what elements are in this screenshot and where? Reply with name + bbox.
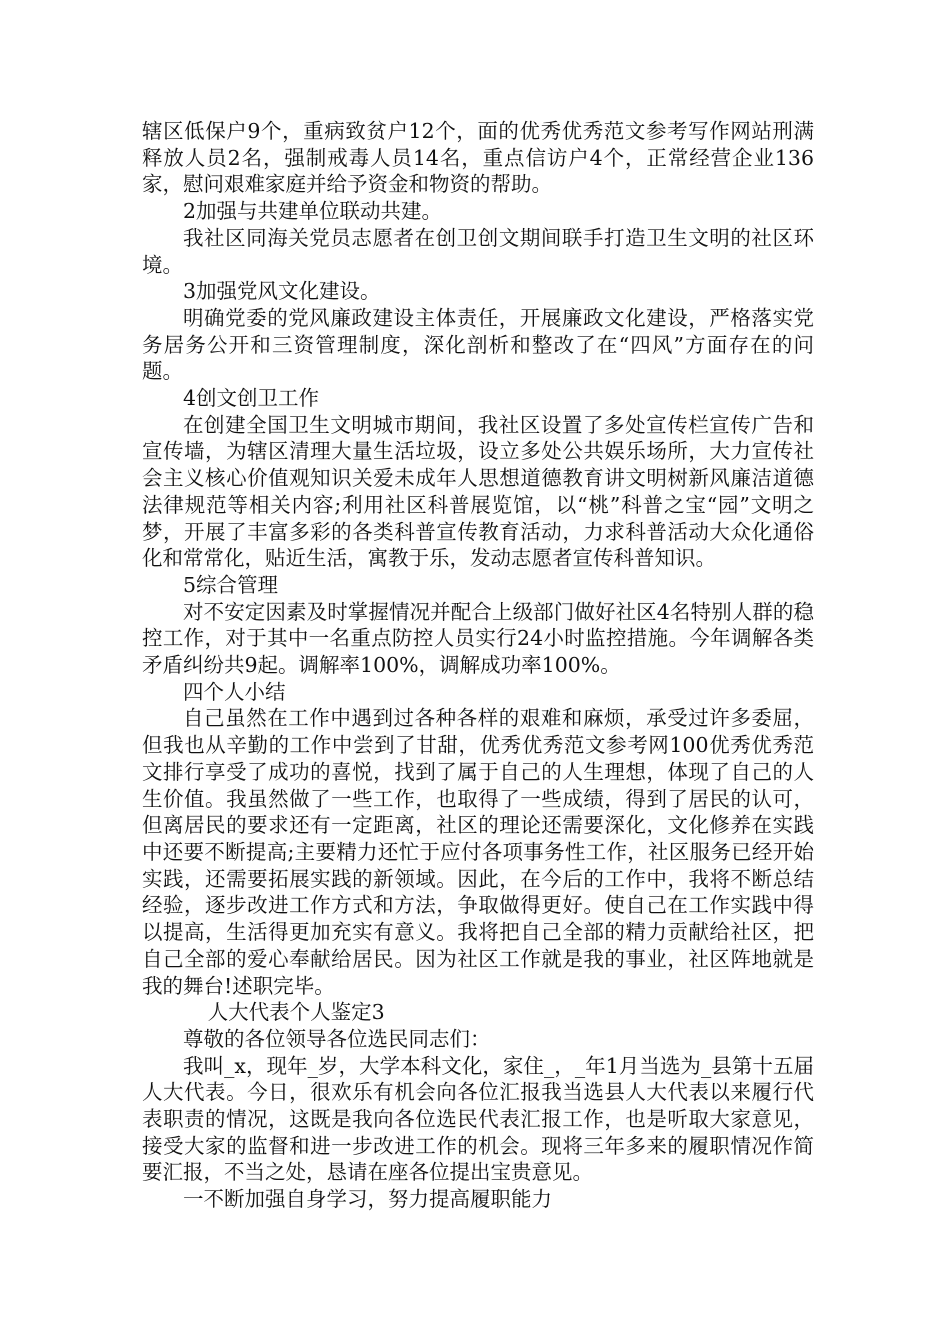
heading-joint-construction: 2加强与共建单位联动共建。 bbox=[183, 199, 443, 224]
paragraph-low-income-stats: 辖区低保户9个，重病致贫户12个，面的优秀优秀范文参考写作网站刑满释放人员2名，强制戒毒人员14名，重点信访户4个，正常经营企业136家，慰问艰难家庭并给予资金和物资的帮助。 bbox=[142, 119, 814, 197]
paragraph-customs-volunteers: 我社区同海关党员志愿者在创卫创文期间联手打造卫生文明的社区环境。 bbox=[142, 225, 814, 277]
heading-deputy-appraisal: 人大代表个人鉴定3 bbox=[207, 1000, 385, 1025]
heading-comprehensive-management: 5综合管理 bbox=[183, 572, 279, 597]
heading-strengthen-learning: 一不断加强自身学习，努力提高履职能力 bbox=[183, 1187, 552, 1212]
paragraph-comprehensive-management: 对不安定因素及时掌握情况并配合上级部门做好社区4名特别人群的稳控工作，对于其中一名重点防控人员实行24小时监控措施。今年调解各类矛盾纠纷共9起。调解率100%，调解成功率100%。 bbox=[142, 599, 814, 678]
paragraph-salutation: 尊敬的各位领导各位选民同志们： bbox=[183, 1026, 491, 1051]
heading-party-culture: 3加强党风文化建设。 bbox=[183, 279, 381, 304]
paragraph-civilization-hygiene: 在创建全国卫生文明城市期间，我社区设置了多处宣传栏宣传广告和宣传墙，为辖区清理大量生活垃圾，设立多处公共娱乐场所，大力宣传社会主义核心价值观知识关爱未成年人思想道德教育讲文明树新风廉洁道德法律规范等相关内容;利用社区科普展览馆，以“桃”科普之宝“园”文明之梦，开展了丰富多彩的各类科普宣传教育活动，力求科普活动大众化通俗化和常常化，贴近生活，寓教于乐，发动志愿者宣传科普知识。 bbox=[142, 412, 814, 571]
document-page bbox=[142, 118, 814, 1213]
paragraph-party-culture: 明确党委的党风廉政建设主体责任，开展廉政文化建设，严格落实党务居务公开和三资管理制度，深化剖析和整改了在“四风”方面存在的问题。 bbox=[142, 305, 814, 384]
paragraph-self-introduction: 我叫_x，现年_岁，大学本科文化，家住_，_年1月当选为_县第十五届人大代表。今日，很欢乐有机会向各位汇报我当选县人大代表以来履行代表职责的情况，这既是我向各位选民代表汇报工作，也是听取大家意见，接受大家的监督和进一步改进工作的机会。现将三年多来的履职情况作简要汇报，不当之处，恳请在座各位提出宝贵意见。 bbox=[142, 1053, 814, 1185]
paragraph-personal-summary: 自己虽然在工作中遇到过各种各样的艰难和麻烦，承受过许多委屈，但我也从辛勤的工作中尝到了甘甜，优秀优秀范文参考网100优秀优秀范文排行享受了成功的喜悦，找到了属于自己的人生理想，体现了自己的人生价值。我虽然做了一些工作，也取得了一些成绩，得到了居民的认可，但离居民的要求还有一定距离，社区的理论还需要深化，文化修养在实践中还要不断提高;主要精力还忙于应付各项事务性工作，社区服务已经开始实践，还需要拓展实践的新领域。因此，在今后的工作中，我将不断总结经验，逐步改进工作方式和方法，争取做得更好。使自己在工作实践中得以提高，生活得更加充实有意义。我将把自己全部的精力贡献给社区，把自己全部的爱心奉献给居民。因为社区工作就是我的事业，社区阵地就是我的舞台!述职完毕。 bbox=[142, 706, 814, 998]
heading-personal-summary: 四个人小结 bbox=[183, 679, 286, 704]
heading-civilization-hygiene: 4创文创卫工作 bbox=[183, 386, 320, 411]
